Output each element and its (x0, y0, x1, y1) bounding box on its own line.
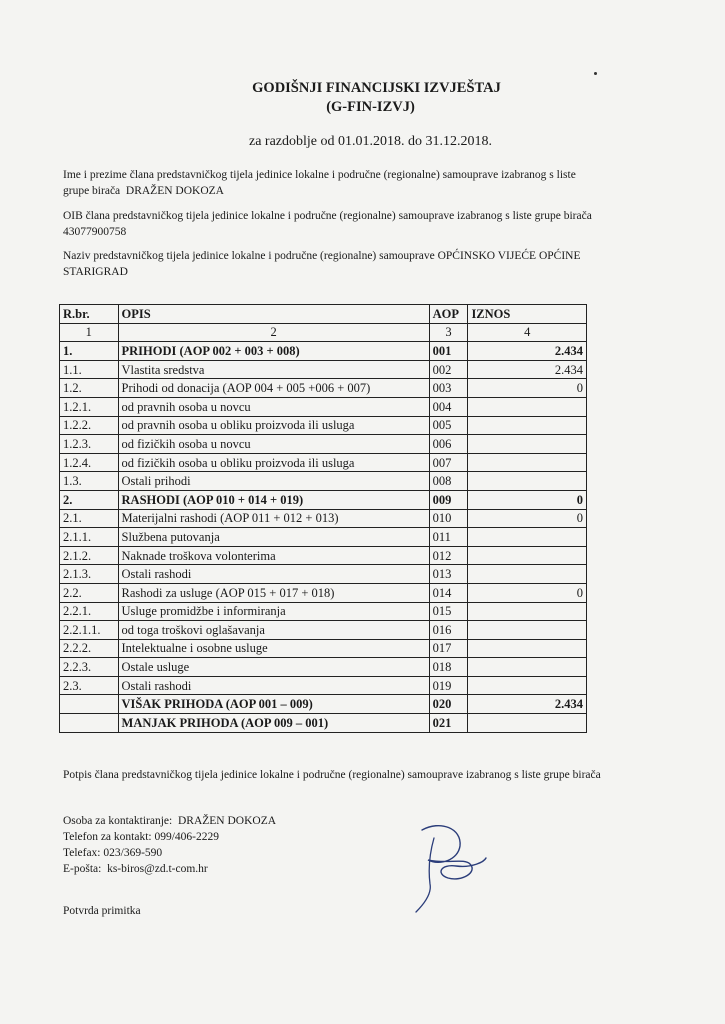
row-aop: 015 (429, 602, 468, 621)
table-row (60, 453, 587, 472)
row-rbr: 2.2.1. (60, 602, 119, 621)
row-aop: 002 (429, 360, 468, 379)
row-opis: MANJAK PRIHODA (AOP 009 – 001) (118, 714, 429, 733)
table-row (60, 695, 587, 714)
row-aop: 004 (429, 397, 468, 416)
contact-phone-line (63, 829, 276, 845)
member-name-label: Ime i prezime člana predstavničkog tijela jedinice lokalne i područne (regionalne) samouprave izabranog s liste grupe birača (63, 169, 576, 197)
contact-fax-label: Telefax: (63, 847, 101, 859)
row-iznos: 0 (468, 583, 587, 602)
row-aop: 011 (429, 528, 468, 547)
header-rbr: R.br. (60, 305, 119, 324)
member-name-value: DRAŽEN DOKOZA (125, 185, 224, 197)
table-row (60, 583, 587, 602)
oib-value: 43077900758 (63, 226, 127, 238)
row-iznos (468, 602, 587, 621)
row-aop: 021 (429, 714, 468, 733)
row-iznos (468, 453, 587, 472)
row-opis: Ostali prihodi (118, 472, 429, 491)
scan-speck (594, 72, 597, 75)
row-rbr: 1.2.4. (60, 453, 119, 472)
contact-phone-label: Telefon za kontakt: (63, 831, 152, 843)
table-row (60, 714, 587, 733)
table-row (60, 490, 587, 509)
row-iznos (468, 416, 587, 435)
row-aop: 019 (429, 676, 468, 695)
row-rbr: 1.2.3. (60, 435, 119, 454)
table-row (60, 658, 587, 677)
row-opis: od toga troškovi oglašavanja (118, 621, 429, 640)
row-rbr: 1. (60, 342, 119, 361)
column-number: 2 (118, 323, 429, 342)
contact-person: DRAŽEN DOKOZA (177, 815, 277, 827)
financial-report-table (59, 304, 587, 733)
row-rbr: 2.1. (60, 509, 119, 528)
row-aop: 018 (429, 658, 468, 677)
contact-block (63, 813, 276, 877)
row-opis: od pravnih osoba u novcu (118, 397, 429, 416)
table-row (60, 565, 587, 584)
row-opis: Vlastita sredstva (118, 360, 429, 379)
row-rbr: 1.2. (60, 379, 119, 398)
document-code: (G-FIN-IZVJ) (326, 99, 415, 115)
row-iznos (468, 397, 587, 416)
row-aop: 013 (429, 565, 468, 584)
contact-email-label: E-pošta: (63, 863, 102, 875)
row-iznos (468, 528, 587, 547)
row-iznos (468, 472, 587, 491)
body-name-paragraph (63, 248, 603, 280)
row-rbr: 2.3. (60, 676, 119, 695)
row-aop: 003 (429, 379, 468, 398)
column-number: 3 (429, 323, 468, 342)
row-opis: Intelektualne i osobne usluge (118, 639, 429, 658)
member-name-paragraph (63, 167, 603, 199)
row-opis: Rashodi za usluge (AOP 015 + 017 + 018) (118, 583, 429, 602)
table-row (60, 397, 587, 416)
table-row (60, 472, 587, 491)
row-rbr: 2.2. (60, 583, 119, 602)
table-row (60, 342, 587, 361)
row-iznos: 0 (468, 509, 587, 528)
contact-person-line (63, 813, 276, 829)
row-opis: Prihodi od donacija (AOP 004 + 005 +006 + 007) (118, 379, 429, 398)
table-header-row (60, 305, 587, 324)
row-rbr: 2.2.2. (60, 639, 119, 658)
body-name-value: OPĆINSKO VIJEĆE OPĆINE STARIGRAD (63, 250, 581, 278)
row-opis: Ostale usluge (118, 658, 429, 677)
table-row (60, 416, 587, 435)
row-iznos (468, 658, 587, 677)
header-iznos: IZNOS (468, 305, 587, 324)
row-aop: 005 (429, 416, 468, 435)
row-rbr: 2.1.1. (60, 528, 119, 547)
column-number: 4 (468, 323, 587, 342)
row-rbr (60, 714, 119, 733)
table-row (60, 639, 587, 658)
table-row (60, 546, 587, 565)
document-title: GODIŠNJI FINANCIJSKI IZVJEŠTAJ (252, 80, 501, 96)
row-opis: PRIHODI (AOP 002 + 003 + 008) (118, 342, 429, 361)
row-opis: od fizičkih osoba u novcu (118, 435, 429, 454)
header-opis: OPIS (118, 305, 429, 324)
signature-label: Potpis člana predstavničkog tijela jedinice lokalne i područne (regionalne) samouprave izabranog s liste grupe birača (63, 769, 601, 781)
row-rbr: 1.1. (60, 360, 119, 379)
row-opis: VIŠAK PRIHODA (AOP 001 – 009) (118, 695, 429, 714)
oib-label: OIB člana predstavničkog tijela jedinice lokalne i područne (regionalne) samouprave izabranog s liste grupe birača (63, 210, 592, 222)
contact-fax: 023/369-590 (103, 847, 163, 859)
table-row (60, 528, 587, 547)
row-iznos (468, 565, 587, 584)
row-opis: od pravnih osoba u obliku proizvoda ili usluga (118, 416, 429, 435)
row-iznos (468, 621, 587, 640)
row-iznos: 2.434 (468, 360, 587, 379)
handwritten-signature (400, 808, 510, 923)
row-rbr: 2.1.3. (60, 565, 119, 584)
row-iznos: 0 (468, 379, 587, 398)
row-rbr: 1.2.1. (60, 397, 119, 416)
row-rbr: 2. (60, 490, 119, 509)
receipt-label: Potvrda primitka (63, 905, 141, 917)
reporting-period: za razdoblje od 01.01.2018. do 31.12.2018. (248, 134, 492, 149)
row-iznos: 2.434 (468, 695, 587, 714)
row-opis: od fizičkih osoba u obliku proizvoda ili usluga (118, 453, 429, 472)
row-aop: 017 (429, 639, 468, 658)
row-aop: 008 (429, 472, 468, 491)
row-opis: Materijalni rashodi (AOP 011 + 012 + 013) (118, 509, 429, 528)
row-iznos (468, 435, 587, 454)
row-aop: 012 (429, 546, 468, 565)
row-iznos: 2.434 (468, 342, 587, 361)
row-opis: RASHODI (AOP 010 + 014 + 019) (118, 490, 429, 509)
row-rbr: 1.3. (60, 472, 119, 491)
contact-fax-line (63, 845, 276, 861)
row-iznos (468, 639, 587, 658)
oib-paragraph (63, 208, 603, 240)
row-rbr (60, 695, 119, 714)
table-row (60, 435, 587, 454)
row-aop: 009 (429, 490, 468, 509)
row-rbr: 2.2.1.1. (60, 621, 119, 640)
row-iznos: 0 (468, 490, 587, 509)
row-aop: 014 (429, 583, 468, 602)
row-opis: Ostali rashodi (118, 676, 429, 695)
row-opis: Službena putovanja (118, 528, 429, 547)
table-row (60, 360, 587, 379)
contact-email: ks-biros@zd.t-com.hr (107, 863, 208, 875)
row-aop: 010 (429, 509, 468, 528)
row-aop: 001 (429, 342, 468, 361)
row-aop: 016 (429, 621, 468, 640)
row-iznos (468, 714, 587, 733)
row-rbr: 1.2.2. (60, 416, 119, 435)
row-opis: Usluge promidžbe i informiranja (118, 602, 429, 621)
column-number-row (60, 323, 587, 342)
contact-phone: 099/406-2229 (154, 831, 220, 843)
row-iznos (468, 676, 587, 695)
contact-email-line (63, 861, 276, 877)
row-rbr: 2.1.2. (60, 546, 119, 565)
row-opis: Naknade troškova volonterima (118, 546, 429, 565)
row-aop: 006 (429, 435, 468, 454)
row-iznos (468, 546, 587, 565)
column-number: 1 (60, 323, 119, 342)
header-aop: AOP (429, 305, 468, 324)
row-aop: 020 (429, 695, 468, 714)
row-aop: 007 (429, 453, 468, 472)
table-row (60, 379, 587, 398)
row-opis: Ostali rashodi (118, 565, 429, 584)
table-row (60, 621, 587, 640)
table-row (60, 509, 587, 528)
row-rbr: 2.2.3. (60, 658, 119, 677)
contact-person-label: Osoba za kontaktiranje: (63, 815, 173, 827)
body-name-label: Naziv predstavničkog tijela jedinice lokalne i područne (regionalne) samouprave (63, 250, 435, 262)
table-row (60, 602, 587, 621)
table-row (60, 676, 587, 695)
